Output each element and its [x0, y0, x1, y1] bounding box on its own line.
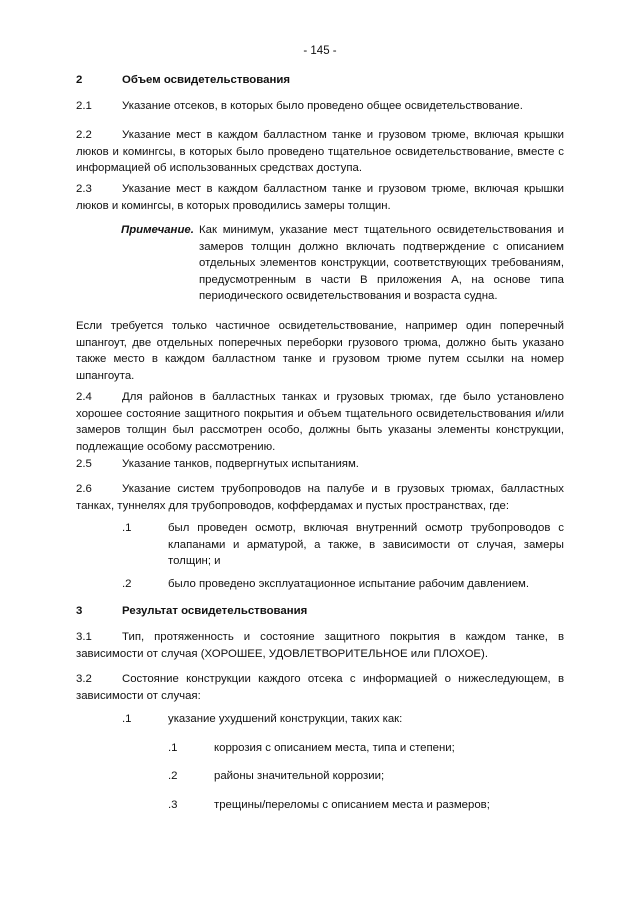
sub-list-item-text: коррозия с описанием места, типа и степени;	[214, 742, 455, 754]
paragraph-2-3	[76, 181, 564, 214]
sub-list-item	[168, 797, 564, 814]
list-item-text: указание ухудшений конструкции, таких как:	[168, 713, 403, 725]
paragraph-text: Если требуется только частичное освидетельствование, например один поперечный шпангоут, две отдельных поперечных переборки грузового трюма, должно быть указано также место в каждом балластном танке и грузовом трюме путем ссылки на номер шпангоута.	[76, 320, 564, 382]
sub-list-item	[168, 768, 564, 785]
sub-list-item-number: .2	[168, 770, 178, 782]
page-number: - 145 -	[303, 45, 337, 57]
sub-list-item-number: .3	[168, 799, 178, 811]
paragraph-number: 2.5	[76, 458, 92, 470]
paragraph-number: 2.2	[76, 129, 92, 141]
paragraph-text: Указание мест в каждом балластном танке и грузовом трюме, включая крышки люков и комингсы, в которых проводились замеры толщин.	[76, 183, 564, 212]
paragraph-text: Указание отсеков, в которых было проведено общее освидетельствование.	[122, 100, 523, 112]
note-text: Как минимум, указание мест тщательного освидетельствования и замеров толщин должно включать подтверждение с описанием отдельных элементов конструкции, соответствующих требованиям, предусмотренным в части В приложения А, на основе типа периодического освидетельствования и возраста судна.	[199, 224, 564, 302]
paragraph-2-1	[76, 98, 564, 115]
section-3-heading	[76, 603, 564, 620]
paragraph-number: 2.4	[76, 391, 92, 403]
paragraph-number: 3.2	[76, 673, 92, 685]
sub-list-item-text: районы значительной коррозии;	[214, 770, 385, 782]
sub-list-item-number: .1	[168, 742, 178, 754]
paragraph-text: Состояние конструкции каждого отсека с информацией о нижеследующем, в зависимости от случая:	[76, 673, 564, 702]
list-item	[122, 520, 564, 570]
section-2-heading	[76, 72, 564, 89]
paragraph-text: Для районов в балластных танках и грузовых трюмах, где было установлено хорошее состояние защитного покрытия и объем тщательного освидетельствования и/или замеров толщин был рассмотрен особо, должны быть указаны элементы конструкции, подлежащие особому рассмотрению.	[76, 391, 564, 453]
sub-list-item	[168, 740, 564, 757]
paragraph-number: 3.1	[76, 631, 92, 643]
note-block	[121, 222, 564, 305]
list-item	[122, 576, 564, 593]
paragraph-number: 2.1	[76, 100, 92, 112]
paragraph-2-5	[76, 456, 564, 473]
paragraph-text: Тип, протяженность и состояние защитного покрытия в каждом танке, в зависимости от случая (ХОРОШЕЕ, УДОВЛЕТВОРИТЕЛЬНОЕ или ПЛОХОЕ).	[76, 631, 564, 660]
list-item-number: .2	[122, 578, 132, 590]
list-item-text: было проведено эксплуатационное испытание рабочим давлением.	[168, 578, 530, 590]
paragraph-3-1	[76, 629, 564, 662]
section-number: 3	[76, 605, 83, 617]
section-title: Результат освидетельствования	[122, 605, 308, 617]
sub-list-item-text: трещины/переломы с описанием места и размеров;	[214, 799, 490, 811]
list-item	[122, 711, 564, 728]
paragraph-number: 2.3	[76, 183, 92, 195]
section-number: 2	[76, 74, 83, 86]
section-title: Объем освидетельствования	[122, 74, 290, 86]
paragraph-text: Указание систем трубопроводов на палубе и в грузовых трюмах, балластных танках, туннелях для трубопроводов, коффердамах и пустых пространствах, где:	[76, 483, 564, 512]
paragraph-partial-survey	[76, 318, 564, 384]
list-item-text: был проведен осмотр, включая внутренний осмотр трубопроводов с клапанами и арматурой, а также, в зависимости от случая, замеры толщин; и	[168, 522, 564, 567]
note-label: Примечание.	[121, 224, 194, 236]
paragraph-text: Указание мест в каждом балластном танке и грузовом трюме, включая крышки люков и комингсы, в которых было проведено тщательное освидетельствование, вместе с информацией об использованных средствах доступа.	[76, 129, 564, 174]
list-item-number: .1	[122, 713, 132, 725]
paragraph-2-2	[76, 127, 564, 177]
paragraph-number: 2.6	[76, 483, 92, 495]
paragraph-2-6	[76, 481, 564, 514]
list-item-number: .1	[122, 522, 132, 534]
paragraph-2-4	[76, 389, 564, 455]
paragraph-text: Указание танков, подвергнутых испытаниям.	[122, 458, 359, 470]
paragraph-3-2	[76, 671, 564, 704]
